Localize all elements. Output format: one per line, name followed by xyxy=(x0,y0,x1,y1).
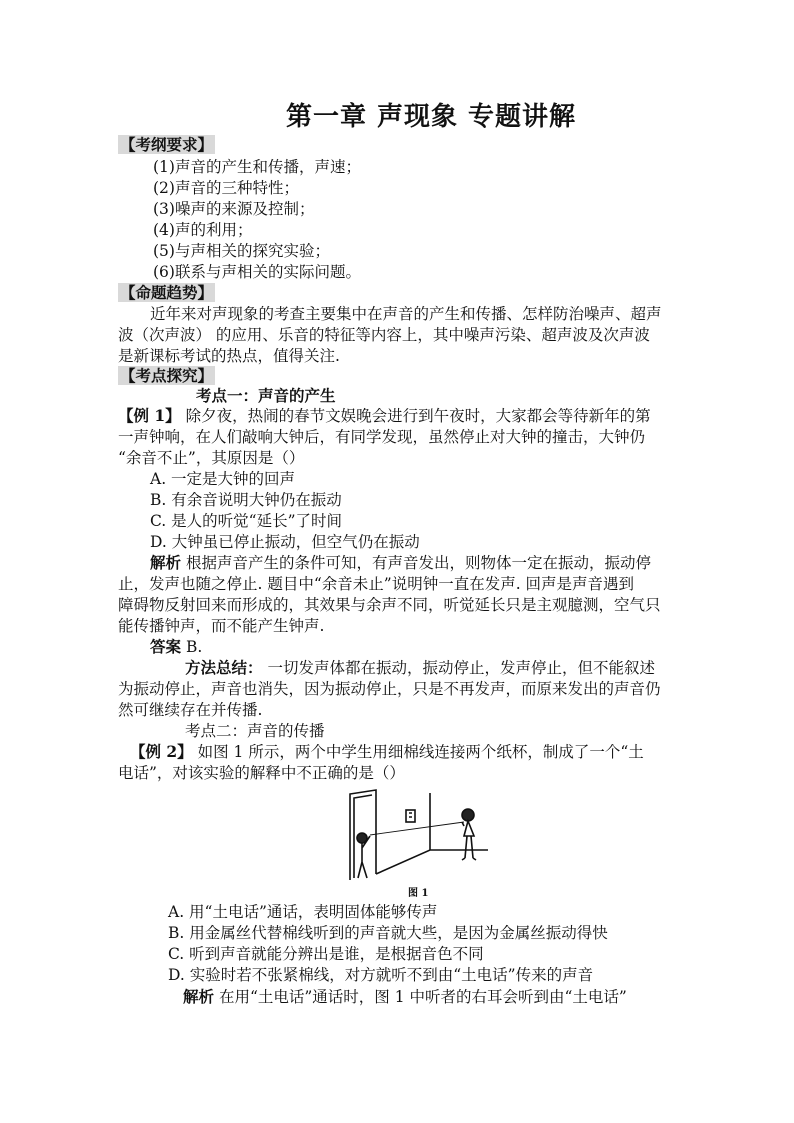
requirements-header: 【考纲要求】 xyxy=(120,135,214,154)
example2-option: D. 实验时若不张紧棉线，对方就听不到由“土电话”传来的声音 xyxy=(168,966,594,984)
example1-option: D. 大钟虽已停止振动，但空气仍在振动 xyxy=(150,533,420,551)
method-summary-text: 然可继续存在并传播. xyxy=(118,701,263,719)
requirement-item: (4)声的利用； xyxy=(153,221,253,239)
example2-option: A. 用“土电话”通话，表明固体能够传声 xyxy=(168,903,438,921)
requirement-item: (1)声音的产生和传播，声速； xyxy=(153,158,361,176)
trend-text: 波（次声波） 的应用、乐音的特征等内容上，其中噪声污染、超声波及次声波 xyxy=(118,326,650,344)
example2-question: 电话”，对该实验的解释中不正确的是（） xyxy=(118,764,405,782)
answer1-value: B. xyxy=(181,638,203,656)
example1-option: B. 有余音说明大钟仍在振动 xyxy=(150,491,342,509)
requirement-item: (6)联系与声相关的实际问题。 xyxy=(153,263,361,281)
requirement-item: (3)噪声的来源及控制； xyxy=(153,200,315,218)
example1-question: 除夕夜，热闹的春节文娱晚会进行到午夜时，大家都会等待新年的第 xyxy=(180,407,651,425)
example2-option: C. 听到声音就能分辨出是谁，是根据音色不同 xyxy=(168,945,484,963)
example1-option: C. 是人的听觉“延长”了时间 xyxy=(150,512,343,530)
requirement-item: (2)声音的三种特性； xyxy=(153,179,299,197)
analysis1-text: 能传播钟声，而不能产生钟声. xyxy=(118,617,325,635)
trend-text: 近年来对声现象的考查主要集中在声音的产生和传播、怎样防治噪声、超声 xyxy=(150,305,662,323)
analysis2-label: 解析 xyxy=(183,987,215,1006)
method-summary-label: 方法总结： xyxy=(185,658,263,677)
analysis1-label: 解析 xyxy=(150,553,182,572)
method-summary-text: 为振动停止，声音也消失，因为振动停止，只是不再发声，而原来发出的声音仍 xyxy=(118,680,661,698)
example1-option: A. 一定是大钟的回声 xyxy=(150,470,296,488)
example1-label: 【例 1】 xyxy=(118,406,181,425)
explore-header: 【考点探究】 xyxy=(120,366,214,385)
example1-question: “余音不止”，其原因是（） xyxy=(118,449,305,467)
trend-header: 【命题趋势】 xyxy=(120,283,214,302)
point2-title: 考点二：声音的传播 xyxy=(185,722,325,740)
example1-question: 一声钟响，在人们敲响大钟后，有同学发现，虽然停止对大钟的撞击，大钟仍 xyxy=(118,428,646,446)
chapter-title: 第一章 声现象 专题讲解 xyxy=(285,102,577,132)
analysis2-text: 在用“土电话”通话时，图 1 中听者的右耳会听到由“土电话” xyxy=(214,988,627,1006)
tin-can-telephone-figure xyxy=(340,788,490,888)
trend-text: 是新课标考试的热点，值得关注. xyxy=(118,347,340,365)
analysis1-text: 止，发声也随之停止. 题目中“余音未止”说明钟一直在发声. 回声是声音遇到 xyxy=(118,575,635,593)
figure-caption: 图 1 xyxy=(408,888,429,899)
example2-label: 【例 2】 xyxy=(130,742,193,761)
analysis1-text: 根据声音产生的条件可知，有声音发出，则物体一定在振动，振动停 xyxy=(181,554,651,572)
example2-option: B. 用金属丝代替棉线听到的声音就大些，是因为金属丝振动得快 xyxy=(168,924,608,942)
requirement-item: (5)与声相关的探究实验； xyxy=(153,242,330,260)
point1-title: 考点一：声音的产生 xyxy=(196,386,336,405)
answer1-label: 答案 xyxy=(150,637,182,656)
example2-question: 如图 1 所示，两个中学生用细棉线连接两个纸杯，制成了一个“土 xyxy=(192,743,644,761)
analysis1-text: 障碍物反射回来而形成的，其效果与余声不同，听觉延长只是主观臆测，空气只 xyxy=(118,596,661,614)
method-summary-text: 一切发声体都在振动，振动停止，发声停止，但不能叙述 xyxy=(262,659,655,677)
